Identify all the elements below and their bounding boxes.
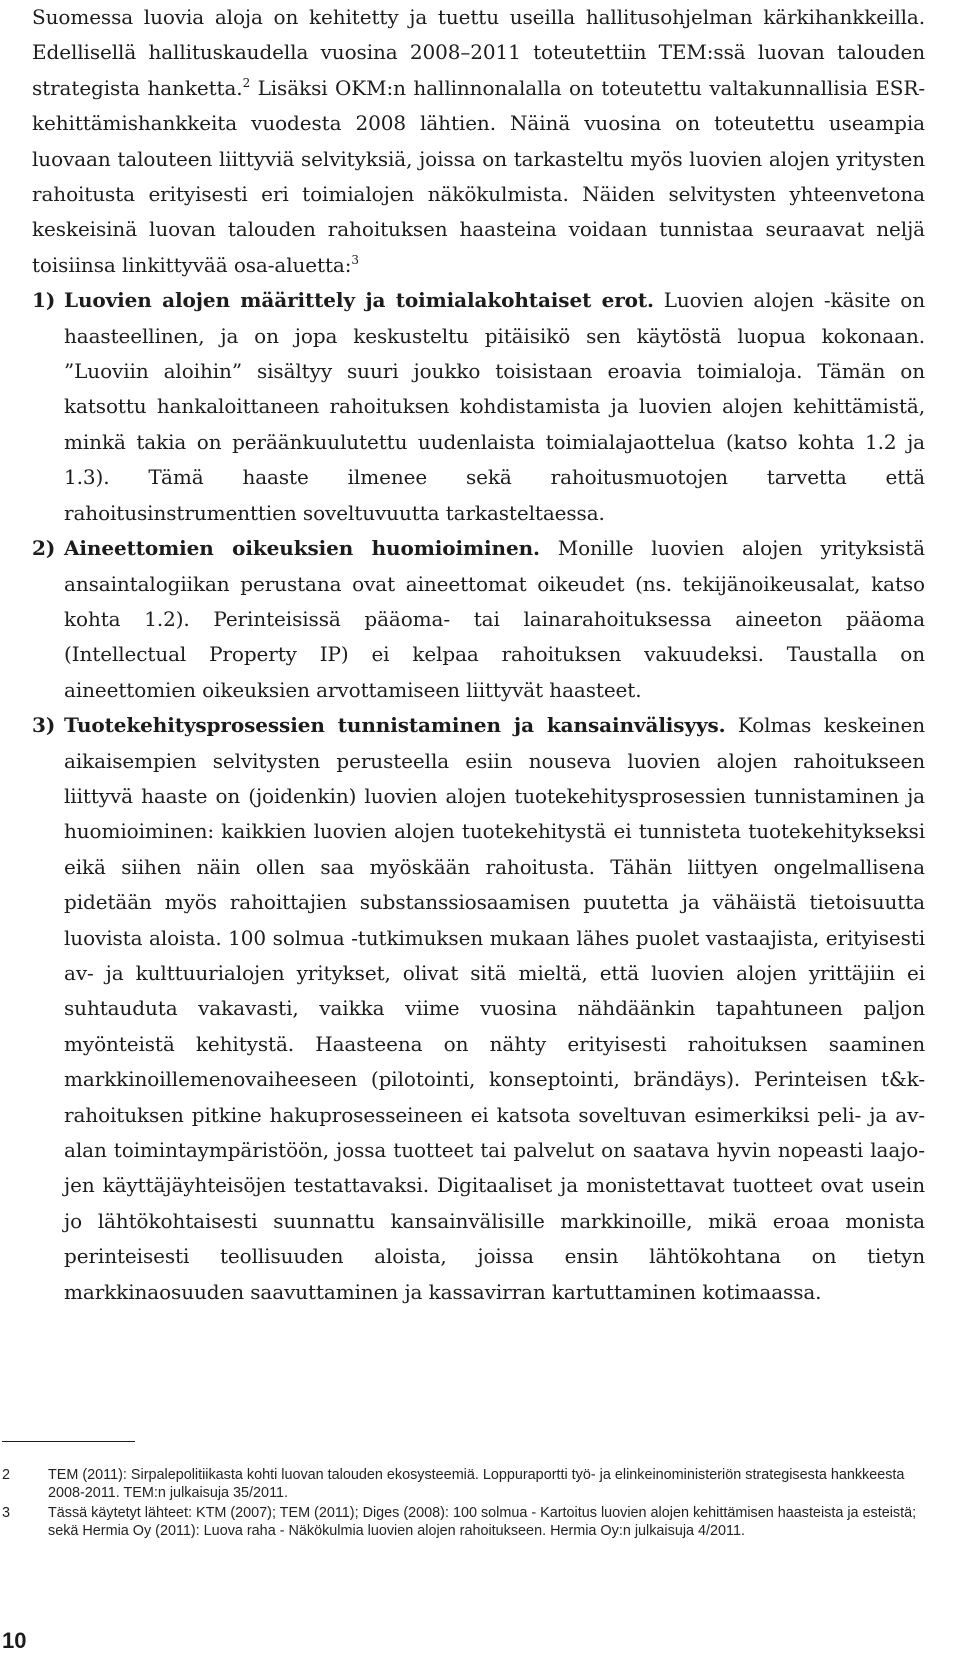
intro-text-part2: Lisäksi OKM:n hallinnonalalla on toteutettu valtakunnallisia ESR-kehittämishankkeita vuodesta 2008 lähtien. Näinä vuosina on toteutettu useampia luovaan talouteen liittyviä selvityksiä, joissa on tarkasteltu myös luovien alojen yritysten rahoitusta erityisesti eri toimialojen näkökulmista. Näiden selvitysten yhteenvetona keskeisinä luovan talouden rahoituksen haasteina voidaan tunnistaa seuraavat neljä toisiinsa linkittyvää osa-aluetta: xyxy=(32,75,925,277)
footnote-number: 2 xyxy=(2,1467,11,1483)
footnote-text: Tässä käytetyt lähteet: KTM (2007); TEM (2011); Diges (2008): 100 solmua - Kartoitus luovien alojen kehittämisen haasteista ja esteistä; sekä Hermia Oy (2011): Luova raha - Näkökulmia luovien alojen rahoitukseen. Hermia Oy:n julkaisuja 4/2011. xyxy=(48,1505,917,1539)
list-item xyxy=(32,708,925,1310)
footnote xyxy=(2,1505,924,1540)
list-item-number: 1) xyxy=(32,288,56,313)
footnote-ref-2: 2 xyxy=(242,75,251,90)
list-item-heading: Tuotekehitysprosessien tunnistaminen ja kansainvälisyys. xyxy=(64,713,726,738)
challenge-list xyxy=(32,283,925,1310)
footnote-number: 3 xyxy=(2,1505,11,1521)
list-item-heading: Aineettomien oikeuksien huomioiminen. xyxy=(64,536,540,561)
list-item-text: Monille luovien alojen yrityksistä ansaintalogiikan perustana ovat aineettomat oikeudet (ns. tekijänoikeusalat, katso kohta 1.2). Perinteisissä pääoma- tai lainarahoituksessa aineeton pääoma (Intellectual Property IP) ei kelpaa rahoituksen vakuudeksi. Taustalla on aineettomien oikeuksien arvottamiseen liittyvät haasteet. xyxy=(64,536,925,702)
intro-text-part1: Suomessa luovia aloja on kehitetty ja tuettu useilla hallitusohjelman kärkihankkeilla. Edellisellä hallituskaudella vuosina 2008–2011 toteutettiin TEM:ssä luovan talouden strategista hanketta. xyxy=(32,5,925,100)
footnote xyxy=(2,1467,924,1502)
footnote-text: TEM (2011): Sirpalepolitiikasta kohti luovan talouden ekosysteemiä. Loppuraportti työ- ja elinkeinoministeriön strategisesta hankkeesta 2008-2011. TEM:n julkaisuja 35/2011. xyxy=(48,1467,905,1501)
list-item-heading: Luovien alojen määrittely ja toimialakohtaiset erot. xyxy=(64,288,654,313)
list-item-text: Luovien alojen -käsite on haasteellinen, ja on jopa keskusteltu pitäisikö sen käytöstä luopua kokonaan. ”Luoviin aloihin” sisältyy suuri joukko toisistaan eroavia toimialoja. Tämän on katsottu hankaloittaneen rahoituksen kohdistamista ja luovien alojen kehittämistä, minkä takia on peräänkuulutettu uudenlaista toimialajaottelua (katso kohta 1.2 ja 1.3). Tämä haaste ilmenee sekä rahoitusmuotojen tarvetta että rahoitusinstrumenttien soveltuvuutta tarkasteltaessa. xyxy=(64,288,926,525)
footnote-ref-3: 3 xyxy=(351,252,359,267)
list-item-text: Kolmas keskeinen aikaisempien selvitysten perusteella esiin nouseva luovien alojen rahoitukseen liittyvä haaste on (joidenkin) luovien alojen tuotekehitysprosessien tunnistaminen ja huomioiminen: kaikkien luovien alojen tuotekehitystä ei tunnisteta tuotekehitykseksi eikä siihen näin ollen saa myöskään rahoitusta. Tähän liittyen ongelmallisena pidetään myös rahoittajien substanssiosaamisen puutetta ja vähäistä tietoisuutta luovista aloista. 100 solmua -tutkimuksen mukaan lähes puolet vastaajista, erityisesti av- ja kulttuurialojen yritykset, olivat sitä mieltä, että luovien alojen yrittäjiin ei suhtauduta vakavasti, vaikka viime vuosina nähdäänkin tapahtuneen paljon myönteistä kehitystä. Haasteena on nähty erityisesti rahoituksen saaminen markkinoillemenovaiheeseen (pilotointi, konseptointi, brändäys). Perinteisen t&k-rahoituksen pitkine hakuprosesseineen ei katsota soveltuvan esimerkiksi peli- ja av-alan toimintaympäristöön, jossa tuotteet tai palvelut on saatava hyvin nopeasti laajojen käyttäjäyhteisöjen testattavaksi. Digitaaliset ja monistettavat tuotteet ovat usein jo lähtökohtaisesti suunnattu kansainvälisille markkinoille, mikä eroaa monista perinteisesti teollisuuden aloista, joissa ensin lähtökohtana on tietyn markkinaosuuden saavuttaminen ja kassavirran kartuttaminen kotimaassa. xyxy=(64,713,925,1304)
footnotes xyxy=(2,1467,924,1543)
page-number: 10 xyxy=(2,1628,27,1653)
list-item xyxy=(32,531,925,708)
intro-paragraph xyxy=(32,0,925,283)
list-item xyxy=(32,283,925,531)
body-text xyxy=(32,0,925,1310)
list-item-number: 3) xyxy=(32,713,56,738)
list-item-number: 2) xyxy=(32,536,56,561)
footnote-divider xyxy=(2,1441,135,1442)
